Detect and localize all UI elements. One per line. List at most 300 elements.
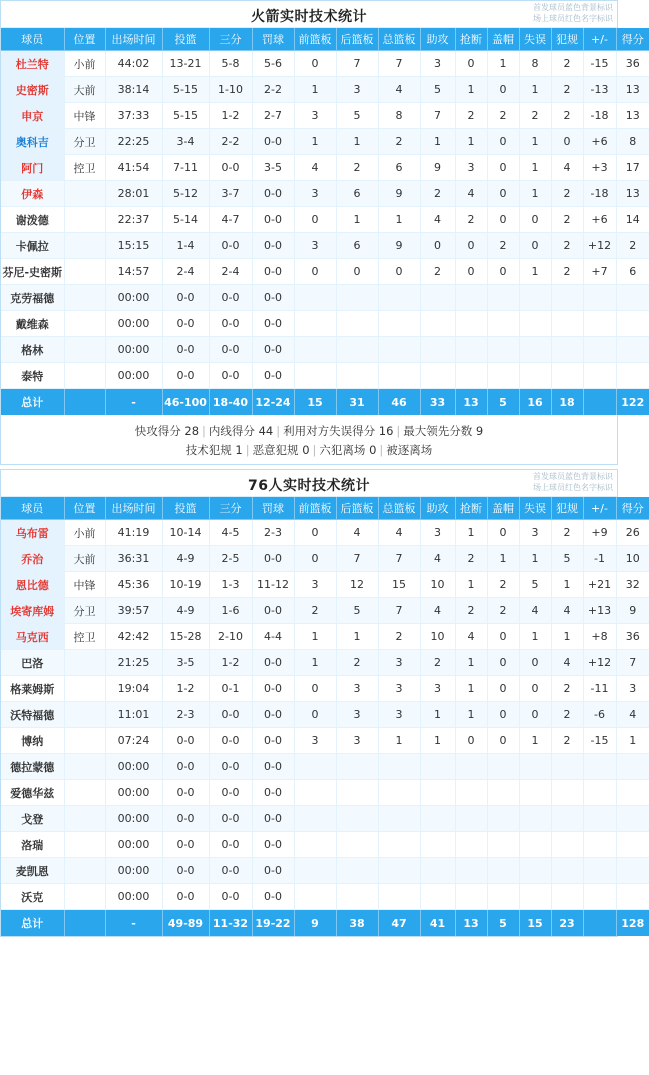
total-cell — [583, 389, 616, 416]
column-header: 盖帽 — [487, 497, 519, 520]
stat-cell: 1 — [551, 572, 583, 598]
stat-cell: 0 — [294, 702, 336, 728]
total-cell: 5 — [487, 389, 519, 416]
stat-cell: 0 — [519, 702, 551, 728]
stat-cell: 3 — [336, 676, 378, 702]
total-cell: 12-24 — [252, 389, 294, 416]
stat-cell: +13 — [583, 598, 616, 624]
stat-cell — [336, 311, 378, 337]
stat-cell — [583, 363, 616, 389]
stat-cell — [64, 207, 105, 233]
stat-cell — [336, 884, 378, 910]
stat-cell: 小前 — [64, 520, 105, 546]
stat-cell: 1 — [455, 77, 487, 103]
stat-cell: 15:15 — [105, 233, 162, 259]
stat-cell: -18 — [583, 103, 616, 129]
stats-table — [1, 28, 649, 415]
stat-cell — [455, 884, 487, 910]
player-name-cell: 杜兰特 — [1, 51, 64, 77]
legend — [533, 2, 613, 24]
stat-cell: 00:00 — [105, 884, 162, 910]
player-name-cell: 史密斯 — [1, 77, 64, 103]
stat-cell: +6 — [583, 207, 616, 233]
total-cell: 13 — [455, 910, 487, 937]
stat-cell: 0-0 — [252, 754, 294, 780]
stat-cell: 0 — [294, 520, 336, 546]
stat-cell: 12 — [336, 572, 378, 598]
stat-cell: 0-0 — [162, 754, 209, 780]
stat-cell — [294, 363, 336, 389]
stat-cell: 0-0 — [252, 806, 294, 832]
stat-cell — [420, 285, 455, 311]
stat-cell: 1 — [519, 624, 551, 650]
stat-cell: 0 — [487, 624, 519, 650]
stat-cell: 1 — [487, 51, 519, 77]
stat-cell — [294, 832, 336, 858]
stat-cell: 0 — [487, 207, 519, 233]
stat-cell — [64, 884, 105, 910]
table-row — [1, 754, 649, 780]
stat-cell — [487, 285, 519, 311]
stat-cell: 2 — [551, 51, 583, 77]
stat-cell: 2 — [551, 728, 583, 754]
stat-cell: 0-0 — [209, 858, 252, 884]
stat-cell — [378, 337, 420, 363]
player-name-cell: 埃寄库姆 — [1, 598, 64, 624]
stat-cell: -15 — [583, 728, 616, 754]
stat-cell: 7 — [378, 546, 420, 572]
stat-cell — [616, 806, 649, 832]
summary-item: 内线得分 44 — [208, 424, 274, 438]
column-header: 投篮 — [162, 497, 209, 520]
stat-cell: 中锋 — [64, 572, 105, 598]
stat-cell — [519, 363, 551, 389]
stat-cell — [378, 884, 420, 910]
column-header: 罚球 — [252, 497, 294, 520]
stat-cell: 0-0 — [252, 780, 294, 806]
stat-cell — [336, 832, 378, 858]
summary-separator: | — [245, 443, 250, 457]
stat-cell: 6 — [336, 181, 378, 207]
column-header: 失误 — [519, 497, 551, 520]
stat-cell: 41:19 — [105, 520, 162, 546]
stat-cell — [378, 858, 420, 884]
stat-cell: 0-0 — [209, 884, 252, 910]
stat-cell — [336, 754, 378, 780]
stat-cell — [551, 337, 583, 363]
table-row — [1, 77, 649, 103]
stat-cell — [378, 806, 420, 832]
stat-cell — [455, 363, 487, 389]
stat-cell: 4 — [336, 520, 378, 546]
stat-cell: 0-0 — [252, 207, 294, 233]
column-header: 位置 — [64, 28, 105, 51]
stat-cell: 39:57 — [105, 598, 162, 624]
stat-cell — [487, 806, 519, 832]
stat-cell: 2 — [487, 233, 519, 259]
stat-cell: 2 — [378, 129, 420, 155]
stat-cell: 1-3 — [209, 572, 252, 598]
stat-cell: 0 — [519, 676, 551, 702]
stat-cell — [616, 337, 649, 363]
total-cell — [64, 389, 105, 416]
stat-cell: 0 — [487, 650, 519, 676]
stat-cell: 0 — [294, 676, 336, 702]
stat-cell: 0 — [487, 520, 519, 546]
stat-cell — [294, 311, 336, 337]
stat-cell: 1-6 — [209, 598, 252, 624]
table-row — [1, 780, 649, 806]
stat-cell: +12 — [583, 650, 616, 676]
player-name-cell: 恩比德 — [1, 572, 64, 598]
stat-cell: 1 — [519, 259, 551, 285]
stats-table — [1, 497, 649, 936]
stat-cell: 9 — [420, 155, 455, 181]
stat-cell: +9 — [583, 520, 616, 546]
stat-cell: 0 — [455, 233, 487, 259]
summary-item: 被逐离场 — [386, 443, 433, 457]
stat-cell: 4-9 — [162, 598, 209, 624]
stat-cell: 2 — [551, 520, 583, 546]
stat-cell: 3-4 — [162, 129, 209, 155]
stat-cell — [487, 832, 519, 858]
stat-cell — [64, 676, 105, 702]
stat-cell: 2 — [455, 546, 487, 572]
stat-cell: 3 — [294, 181, 336, 207]
stat-cell: 17 — [616, 155, 649, 181]
total-cell: 18 — [551, 389, 583, 416]
stat-cell: 2-3 — [162, 702, 209, 728]
stat-cell: 1 — [294, 129, 336, 155]
stat-cell — [583, 285, 616, 311]
player-name-cell: 沃克 — [1, 884, 64, 910]
stat-cell: -18 — [583, 181, 616, 207]
stat-cell: 2 — [551, 207, 583, 233]
stat-cell — [336, 285, 378, 311]
stat-cell: 1 — [519, 129, 551, 155]
stat-cell — [455, 780, 487, 806]
table-row — [1, 650, 649, 676]
stat-cell — [64, 702, 105, 728]
legend-line-starter: 首发球员蓝色背景标识 — [533, 472, 613, 481]
stat-cell: 1 — [420, 702, 455, 728]
total-cell: 15 — [294, 389, 336, 416]
stat-cell — [551, 754, 583, 780]
stat-cell — [487, 780, 519, 806]
stat-cell: 1 — [294, 624, 336, 650]
stat-cell: 大前 — [64, 546, 105, 572]
stat-cell: 3 — [519, 520, 551, 546]
stat-cell: 8 — [378, 103, 420, 129]
stat-cell — [420, 884, 455, 910]
summary-separator: | — [312, 443, 317, 457]
stat-cell: 0-0 — [252, 129, 294, 155]
total-cell: 18-40 — [209, 389, 252, 416]
stat-cell: 3 — [420, 520, 455, 546]
stat-cell: 4 — [378, 520, 420, 546]
stat-cell: 2 — [551, 233, 583, 259]
stat-cell: 1 — [519, 181, 551, 207]
stat-cell: 6 — [336, 233, 378, 259]
stat-cell: 0-0 — [209, 832, 252, 858]
stat-cell: 4 — [551, 155, 583, 181]
stat-cell: 0-0 — [252, 728, 294, 754]
stat-cell: 0-0 — [252, 363, 294, 389]
stat-cell — [551, 780, 583, 806]
stat-cell: 15 — [378, 572, 420, 598]
stat-cell: 分卫 — [64, 129, 105, 155]
player-name-cell: 格林 — [1, 337, 64, 363]
stat-cell: 44:02 — [105, 51, 162, 77]
stat-cell: +3 — [583, 155, 616, 181]
table-row — [1, 728, 649, 754]
stat-cell: 0-0 — [252, 598, 294, 624]
stat-cell: 2 — [378, 624, 420, 650]
stat-cell: 4-5 — [209, 520, 252, 546]
stat-cell: 0 — [487, 129, 519, 155]
stat-cell — [583, 806, 616, 832]
stat-cell: 0-0 — [162, 728, 209, 754]
stat-cell: 1-10 — [209, 77, 252, 103]
stat-cell: 1-2 — [209, 650, 252, 676]
stat-cell: 0-0 — [252, 832, 294, 858]
column-header: 得分 — [616, 497, 649, 520]
stat-cell: 0-0 — [162, 311, 209, 337]
stat-cell: 1 — [294, 77, 336, 103]
stat-cell — [294, 754, 336, 780]
table-row — [1, 572, 649, 598]
stat-cell: +21 — [583, 572, 616, 598]
column-header: 球员 — [1, 28, 64, 51]
stat-cell: 11-12 — [252, 572, 294, 598]
summary-item: 恶意犯规 0 — [252, 443, 310, 457]
stat-cell: 0-0 — [162, 363, 209, 389]
stat-cell: +6 — [583, 129, 616, 155]
total-cell: 49-89 — [162, 910, 209, 937]
table-row — [1, 520, 649, 546]
stat-cell — [378, 363, 420, 389]
total-cell: - — [105, 389, 162, 416]
total-cell: 46 — [378, 389, 420, 416]
stat-cell — [455, 285, 487, 311]
summary-separator: | — [202, 424, 206, 438]
stat-cell — [583, 754, 616, 780]
stat-cell — [583, 832, 616, 858]
stat-cell: 0 — [487, 259, 519, 285]
player-name-cell: 爱德华兹 — [1, 780, 64, 806]
stat-cell: 6 — [616, 259, 649, 285]
stat-cell: 0 — [487, 181, 519, 207]
stat-cell: 1 — [420, 728, 455, 754]
stat-cell: 10 — [420, 572, 455, 598]
column-header: 罚球 — [252, 28, 294, 51]
stat-cell: 0 — [455, 728, 487, 754]
total-cell — [64, 910, 105, 937]
stat-cell — [64, 650, 105, 676]
player-name-cell: 博纳 — [1, 728, 64, 754]
stat-cell — [455, 754, 487, 780]
stat-cell — [519, 858, 551, 884]
stat-cell: 14 — [616, 207, 649, 233]
stat-cell: 22:37 — [105, 207, 162, 233]
table-row — [1, 546, 649, 572]
panel-header — [1, 470, 617, 497]
stat-cell: 9 — [378, 233, 420, 259]
stat-cell — [455, 337, 487, 363]
stat-cell: 4 — [455, 624, 487, 650]
stat-cell: 2 — [336, 155, 378, 181]
stat-cell: 0-0 — [209, 728, 252, 754]
stat-cell: 00:00 — [105, 780, 162, 806]
stat-cell — [64, 363, 105, 389]
stat-cell: 7 — [378, 598, 420, 624]
player-name-cell: 戈登 — [1, 806, 64, 832]
stat-cell: 11:01 — [105, 702, 162, 728]
stat-cell: 1 — [519, 728, 551, 754]
stat-cell — [455, 806, 487, 832]
table-row — [1, 51, 649, 77]
column-header: 盖帽 — [487, 28, 519, 51]
stat-cell: 0-0 — [252, 546, 294, 572]
stat-cell: 3 — [616, 676, 649, 702]
stat-cell: 2 — [455, 207, 487, 233]
stat-cell — [455, 858, 487, 884]
summary-item: 最大领先分数 9 — [403, 424, 484, 438]
stat-cell: 0-0 — [209, 233, 252, 259]
stat-cell: 小前 — [64, 51, 105, 77]
stat-cell: 2-10 — [209, 624, 252, 650]
stat-cell — [616, 363, 649, 389]
stat-cell: 3 — [294, 572, 336, 598]
stat-cell: 2 — [336, 650, 378, 676]
stat-cell: 0-0 — [209, 285, 252, 311]
stat-cell: -15 — [583, 51, 616, 77]
stat-cell: 0-0 — [209, 363, 252, 389]
stat-cell: 36 — [616, 51, 649, 77]
stat-cell — [378, 311, 420, 337]
stat-cell — [519, 780, 551, 806]
stat-cell: 0-0 — [209, 806, 252, 832]
stat-cell — [294, 806, 336, 832]
stat-cell — [378, 285, 420, 311]
stat-cell: 32 — [616, 572, 649, 598]
table-row — [1, 702, 649, 728]
summary-item: 技术犯规 1 — [185, 443, 243, 457]
stat-cell — [294, 884, 336, 910]
stat-cell: 2 — [616, 233, 649, 259]
stat-cell: 1 — [519, 77, 551, 103]
stat-cell: 0-0 — [252, 311, 294, 337]
total-cell: - — [105, 910, 162, 937]
summary-separator: | — [379, 443, 384, 457]
summary-item: 利用对方失误得分 16 — [283, 424, 394, 438]
stat-cell: 9 — [378, 181, 420, 207]
total-cell: 5 — [487, 910, 519, 937]
stat-cell: 0-0 — [162, 337, 209, 363]
stat-cell — [336, 363, 378, 389]
stat-cell — [455, 311, 487, 337]
table-row — [1, 207, 649, 233]
stat-cell: 00:00 — [105, 337, 162, 363]
column-header: 犯规 — [551, 497, 583, 520]
stat-cell: 1 — [616, 728, 649, 754]
stat-cell: 1 — [455, 650, 487, 676]
stat-cell: 3-5 — [252, 155, 294, 181]
stat-cell: 2 — [455, 598, 487, 624]
stat-cell: 38:14 — [105, 77, 162, 103]
table-row — [1, 155, 649, 181]
stat-cell: 2-4 — [209, 259, 252, 285]
stat-cell — [64, 728, 105, 754]
stat-cell: 2-7 — [252, 103, 294, 129]
player-name-cell: 芬尼-史密斯 — [1, 259, 64, 285]
stat-cell: 5-14 — [162, 207, 209, 233]
stat-cell: 0 — [294, 51, 336, 77]
player-name-cell: 伊森 — [1, 181, 64, 207]
stat-cell: 00:00 — [105, 754, 162, 780]
stat-cell: 4 — [378, 77, 420, 103]
table-row — [1, 233, 649, 259]
stat-cell — [519, 884, 551, 910]
stat-cell: 07:24 — [105, 728, 162, 754]
column-header: 三分 — [209, 497, 252, 520]
total-cell: 23 — [551, 910, 583, 937]
stat-cell: 0-0 — [162, 285, 209, 311]
stat-cell — [616, 858, 649, 884]
stat-cell: 1 — [455, 676, 487, 702]
stat-cell: 3 — [336, 728, 378, 754]
stat-cell: 10 — [616, 546, 649, 572]
stat-cell: 3 — [294, 728, 336, 754]
stat-cell: 10-19 — [162, 572, 209, 598]
summary-separator: | — [396, 424, 401, 438]
stat-cell: 3 — [336, 77, 378, 103]
stat-cell — [519, 311, 551, 337]
stat-cell — [583, 780, 616, 806]
stat-cell: 5-6 — [252, 51, 294, 77]
stat-cell: 2 — [487, 572, 519, 598]
stat-cell: 3 — [420, 676, 455, 702]
player-name-cell: 克劳福德 — [1, 285, 64, 311]
stat-cell: 0-0 — [252, 181, 294, 207]
stat-cell — [64, 181, 105, 207]
column-header: 总篮板 — [378, 497, 420, 520]
stat-cell: 1 — [455, 520, 487, 546]
stat-cell: 7 — [616, 650, 649, 676]
stat-cell: 3 — [378, 676, 420, 702]
panel-header — [1, 1, 617, 28]
stat-cell: 3 — [378, 702, 420, 728]
stat-cell: 00:00 — [105, 832, 162, 858]
player-name-cell: 奥科吉 — [1, 129, 64, 155]
stat-cell — [519, 832, 551, 858]
stat-cell: 4 — [455, 181, 487, 207]
team-summary — [1, 415, 617, 464]
stat-cell: 1-2 — [209, 103, 252, 129]
stat-cell: 2 — [551, 702, 583, 728]
stat-cell: 控卫 — [64, 624, 105, 650]
stat-cell: 0-0 — [252, 337, 294, 363]
stat-cell: 0 — [519, 207, 551, 233]
stat-cell — [420, 311, 455, 337]
stat-cell: 0-1 — [209, 676, 252, 702]
column-header: 后篮板 — [336, 497, 378, 520]
stat-cell — [64, 337, 105, 363]
table-row — [1, 884, 649, 910]
column-header: +/- — [583, 497, 616, 520]
stat-cell — [378, 780, 420, 806]
stat-cell: 0 — [294, 207, 336, 233]
